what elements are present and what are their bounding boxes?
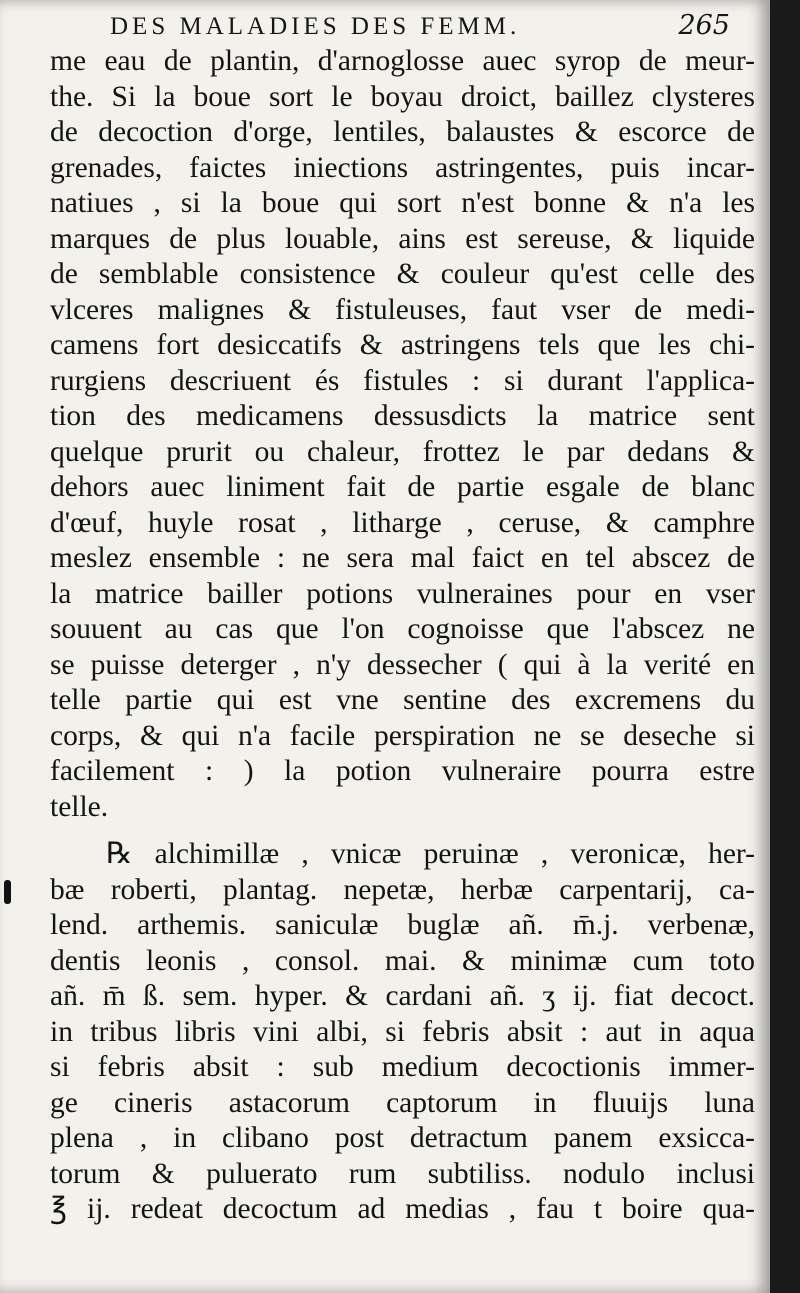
page-number: 265 <box>678 10 730 41</box>
page-text <box>50 44 755 1228</box>
text-line: souuent au cas que l'on cognoisse que l'abscez ne <box>50 613 755 645</box>
text-line: de decoction d'orge, lentiles, balaustes & escorce de <box>50 116 755 148</box>
recipe-line: ℥ ij. redeat decoctum ad medias , fau t boire qua- <box>50 1193 755 1225</box>
text-line: telle partie qui est vne sentine des excremens du <box>50 684 755 716</box>
recipe-line: si febris absit : sub medium decoctionis immer- <box>50 1051 755 1083</box>
text-line: la matrice bailler potions vulneraines pour en vser <box>50 577 755 610</box>
text-line: dehors auec liniment fait de partie esgale de blanc <box>50 471 755 503</box>
ink-blot <box>4 880 11 904</box>
page-header <box>110 10 730 46</box>
recipe-line: lend. arthemis. saniculæ buglæ añ. m̄.j. verbenæ, <box>50 909 755 941</box>
text-line: grenades, faictes iniections astringentes, puis incar- <box>50 151 755 184</box>
recipe-line: añ. m̄ ß. sem. hyper. & cardani añ. ʒ ij. fiat decoct. <box>50 980 755 1012</box>
text-line: the. Si la boue sort le boyau droict, baillez clysteres <box>50 80 755 113</box>
text-line: quelque prurit ou chaleur, frottez le par dedans & <box>50 435 755 468</box>
recipe-line: ge cineris astacorum captorum in fluuijs luna <box>50 1086 755 1119</box>
text-line: tion des medicamens dessusdicts la matrice sent <box>50 400 755 432</box>
recipe-line: torum & puluerato rum subtiliss. nodulo inclusi <box>50 1157 755 1190</box>
text-line: me eau de plantin, d'arnoglosse auec syrop de meur- <box>50 45 755 77</box>
text-line: vlceres malignes & fistuleuses, faut vser de medi- <box>50 293 755 326</box>
text-line: camens fort desiccatifs & astringens tels que les chi- <box>50 329 755 361</box>
text-line: d'œuf, huyle rosat , litharge , ceruse, & camphre <box>50 506 755 539</box>
recipe-line: bæ roberti, plantag. nepetæ, herbæ carpentarij, ca- <box>50 873 755 906</box>
text-line: telle. <box>50 790 109 823</box>
recipe-line: plena , in clibano post detractum panem exsicca- <box>50 1122 755 1154</box>
running-head: DES MALADIES DES FEMM. <box>110 13 521 40</box>
recipe-line: dentis leonis , consol. mai. & minimæ cum toto <box>50 944 755 977</box>
text-line: meslez ensemble : ne sera mal faict en tel abscez de <box>50 542 755 574</box>
text-line: se puisse deterger , n'y dessecher ( qui à la verité en <box>50 648 755 681</box>
recipe-line: ℞ alchimillæ , vnicæ peruinæ , veronicæ, her- <box>106 838 755 870</box>
text-line: rurgiens descriuent és fistules : si durant l'applica- <box>50 364 755 397</box>
text-line: facilement : ) la potion vulneraire pourra estre <box>50 755 755 787</box>
recipe-line: in tribus libris vini albi, si febris absit : aut in aqua <box>50 1015 755 1048</box>
text-line: natiues , si la boue qui sort n'est bonne & n'a les <box>50 187 755 219</box>
text-line: corps, & qui n'a facile perspiration ne se deseche si <box>50 719 755 752</box>
text-line: de semblable consistence & couleur qu'est celle des <box>50 258 755 290</box>
paragraph-gap <box>50 825 755 837</box>
text-line: marques de plus louable, ains est sereuse, & liquide <box>50 222 755 255</box>
